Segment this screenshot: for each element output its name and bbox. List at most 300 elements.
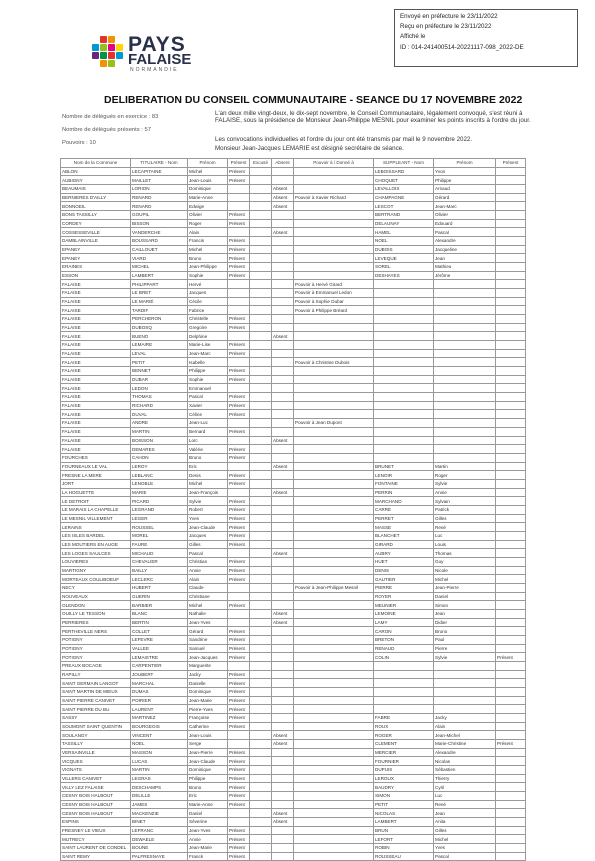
cell-excuse <box>250 401 272 410</box>
cell-absent <box>272 453 294 462</box>
cell-pouvoir <box>294 271 374 280</box>
cell-excuse <box>250 835 272 844</box>
cell-titulaire-nom: LEBLANC <box>131 471 188 480</box>
cell-suppleant-present <box>496 332 526 341</box>
pays-de-falaise-logo <box>92 34 212 74</box>
cell-pouvoir <box>294 757 374 766</box>
cell-suppleant-prenom <box>434 367 496 376</box>
cell-suppleant-present <box>496 384 526 393</box>
cell-titulaire-nom: TARDIF <box>131 306 188 315</box>
cell-titulaire-prenom: Jean-Claude <box>188 523 228 532</box>
cell-titulaire-prenom: Jean-Marie <box>188 696 228 705</box>
cell-absent <box>272 497 294 506</box>
cell-titulaire-nom: CHEVALIER <box>131 557 188 566</box>
cell-titulaire-prenom: Annie <box>188 835 228 844</box>
cell-titulaire-prenom: Loïc <box>188 436 228 445</box>
table-row <box>61 349 526 358</box>
cell-excuse <box>250 714 272 723</box>
cell-absent <box>272 627 294 636</box>
cell-absent <box>272 219 294 228</box>
cell-present: Présent <box>228 245 250 254</box>
cell-pouvoir <box>294 202 374 211</box>
table-row <box>61 523 526 532</box>
cell-present <box>228 549 250 558</box>
cell-titulaire-prenom: Gérard <box>188 627 228 636</box>
cell-absent <box>272 670 294 679</box>
cell-commune: LES ISLES BARDEL <box>61 531 131 540</box>
cell-titulaire-nom: PHILIPPART <box>131 280 188 289</box>
header-commune: Nom de la Commune <box>61 159 131 168</box>
logo-word-normandie: NORMANDIE <box>130 67 179 73</box>
cell-present <box>228 297 250 306</box>
cell-commune: MUTRECY <box>61 835 131 844</box>
cell-pouvoir <box>294 185 374 194</box>
cell-suppleant-nom: DUBOIS <box>374 245 434 254</box>
cell-suppleant-present <box>496 783 526 792</box>
cell-commune: MORTEAUX COULIBOEUF <box>61 575 131 584</box>
cell-pouvoir <box>294 410 374 419</box>
cell-suppleant-present <box>496 315 526 324</box>
table-row <box>61 306 526 315</box>
cell-commune: SAINT PIERRE CANIVET <box>61 696 131 705</box>
cell-absent: Absent <box>272 549 294 558</box>
cell-suppleant-prenom: Alexandre <box>434 237 496 246</box>
cell-titulaire-nom: LEROY <box>131 462 188 471</box>
cell-suppleant-prenom: Pascal <box>434 228 496 237</box>
cell-excuse <box>250 453 272 462</box>
cell-commune: FALAISE <box>61 323 131 332</box>
cell-commune: CESNY BOIS HALBOUT <box>61 809 131 818</box>
cell-suppleant-nom: CHOQUET <box>374 176 434 185</box>
cell-pouvoir <box>294 497 374 506</box>
cell-absent <box>272 687 294 696</box>
cell-suppleant-prenom: Mathieu <box>434 263 496 272</box>
cell-commune: BONNOEIL <box>61 202 131 211</box>
cell-titulaire-nom: FAURE <box>131 540 188 549</box>
cell-absent: Absent <box>272 202 294 211</box>
logo-word-pays: PAYS <box>128 33 186 56</box>
cell-titulaire-nom: HUBERT <box>131 583 188 592</box>
cell-suppleant-present <box>496 237 526 246</box>
cell-suppleant-nom: FOURNIER <box>374 757 434 766</box>
cell-absent: Absent <box>272 609 294 618</box>
cell-suppleant-present <box>496 202 526 211</box>
cell-excuse <box>250 670 272 679</box>
cell-suppleant-present <box>496 609 526 618</box>
stamp-line-affiche: Affiché le <box>400 33 426 41</box>
cell-titulaire-prenom: Marie-Anne <box>188 193 228 202</box>
cell-commune: OLENDON <box>61 601 131 610</box>
cell-suppleant-present <box>496 375 526 384</box>
cell-titulaire-prenom: Edwige <box>188 202 228 211</box>
table-row <box>61 575 526 584</box>
table-row <box>61 341 526 350</box>
cell-pouvoir <box>294 375 374 384</box>
cell-suppleant-present <box>496 575 526 584</box>
cell-excuse <box>250 254 272 263</box>
cell-suppleant-nom: AUBRY <box>374 549 434 558</box>
cell-suppleant-nom: MARCHAND <box>374 497 434 506</box>
cell-titulaire-nom: BLANC <box>131 609 188 618</box>
cell-suppleant-nom <box>374 297 434 306</box>
cell-commune: FRESNEY LE VIEUX <box>61 826 131 835</box>
cell-titulaire-prenom: Dominique <box>188 185 228 194</box>
cell-titulaire-nom: NOEL <box>131 740 188 749</box>
cell-present: Présent <box>228 393 250 402</box>
cell-titulaire-nom: DESCHAMPS <box>131 783 188 792</box>
cell-suppleant-nom <box>374 679 434 688</box>
cell-present: Présent <box>228 644 250 653</box>
cell-suppleant-present <box>496 800 526 809</box>
cell-present <box>228 583 250 592</box>
cell-suppleant-present <box>496 540 526 549</box>
cell-commune: LOUVIERES <box>61 557 131 566</box>
cell-present <box>228 740 250 749</box>
cell-present: Présent <box>228 679 250 688</box>
cell-pouvoir <box>294 341 374 350</box>
cell-commune: JORT <box>61 479 131 488</box>
cell-present <box>228 488 250 497</box>
cell-titulaire-nom: BOISSON <box>131 436 188 445</box>
cell-suppleant-present <box>496 488 526 497</box>
cell-suppleant-prenom <box>434 687 496 696</box>
cell-absent <box>272 471 294 480</box>
cell-present: Présent <box>228 167 250 176</box>
cell-commune: FOURCHES <box>61 453 131 462</box>
cell-commune: SASSY <box>61 714 131 723</box>
cell-present: Présent <box>228 575 250 584</box>
table-row <box>61 505 526 514</box>
cell-titulaire-nom: BERTIN <box>131 618 188 627</box>
cell-absent <box>272 393 294 402</box>
cell-excuse <box>250 748 272 757</box>
cell-excuse <box>250 540 272 549</box>
cell-suppleant-prenom: Simon <box>434 601 496 610</box>
cell-commune: FALAISE <box>61 349 131 358</box>
table-row <box>61 566 526 575</box>
cell-suppleant-nom: LEBOISSARD <box>374 167 434 176</box>
stamp-line-envoye: Envoyé en préfecture le 23/11/2022 <box>400 13 498 20</box>
cell-suppleant-prenom: René <box>434 800 496 809</box>
cell-present <box>228 332 250 341</box>
cell-suppleant-nom: CARRE <box>374 505 434 514</box>
cell-absent <box>272 583 294 592</box>
cell-titulaire-nom: LEFRANC <box>131 826 188 835</box>
cell-excuse <box>250 705 272 714</box>
cell-commune: LE DETROIT <box>61 497 131 506</box>
cell-excuse <box>250 367 272 376</box>
cell-present <box>228 289 250 298</box>
cell-pouvoir <box>294 323 374 332</box>
cell-commune: NECY <box>61 583 131 592</box>
cell-titulaire-nom: RICHARD <box>131 401 188 410</box>
cell-excuse <box>250 826 272 835</box>
cell-suppleant-prenom: Jean-Marc <box>434 202 496 211</box>
cell-suppleant-prenom: Philippe <box>434 176 496 185</box>
cell-suppleant-prenom <box>434 349 496 358</box>
cell-commune: MARTIGNY <box>61 566 131 575</box>
cell-excuse <box>250 852 272 861</box>
cell-absent: Absent <box>272 193 294 202</box>
cell-titulaire-prenom: Gilles <box>188 540 228 549</box>
cell-titulaire-prenom: Bruno <box>188 453 228 462</box>
cell-commune: FALAISE <box>61 289 131 298</box>
cell-present: Présent <box>228 800 250 809</box>
cell-titulaire-prenom: Xavier <box>188 401 228 410</box>
cell-suppleant-prenom: Luc <box>434 792 496 801</box>
cell-titulaire-nom: LAMBERT <box>131 271 188 280</box>
cell-suppleant-prenom: Louis <box>434 540 496 549</box>
cell-commune: ERAINES <box>61 263 131 272</box>
cell-suppleant-present <box>496 531 526 540</box>
cell-titulaire-nom: MARCHAL <box>131 679 188 688</box>
cell-absent <box>272 575 294 584</box>
cell-absent <box>272 245 294 254</box>
header-present: Présent <box>228 159 250 168</box>
cell-pouvoir: Pouvoir à Jean Dupont <box>294 419 374 428</box>
cell-titulaire-nom: CAHON <box>131 453 188 462</box>
cell-titulaire-prenom: Jean-Yves <box>188 618 228 627</box>
cell-suppleant-present <box>496 601 526 610</box>
cell-absent <box>272 696 294 705</box>
table-row <box>61 436 526 445</box>
cell-absent <box>272 661 294 670</box>
cell-excuse <box>250 809 272 818</box>
table-row <box>61 540 526 549</box>
cell-excuse <box>250 263 272 272</box>
cell-absent: Absent <box>272 618 294 627</box>
cell-present: Présent <box>228 670 250 679</box>
cell-suppleant-nom <box>374 289 434 298</box>
cell-suppleant-nom: PIERRE <box>374 583 434 592</box>
cell-present: Présent <box>228 696 250 705</box>
cell-titulaire-prenom: Hervé <box>188 280 228 289</box>
cell-suppleant-present <box>496 341 526 350</box>
cell-suppleant-nom: GIRARD <box>374 540 434 549</box>
cell-suppleant-nom <box>374 393 434 402</box>
cell-absent: Absent <box>272 809 294 818</box>
cell-titulaire-prenom: Valérie <box>188 445 228 454</box>
cell-suppleant-nom: ROBIN <box>374 844 434 853</box>
cell-present <box>228 462 250 471</box>
cell-suppleant-prenom: Roger <box>434 471 496 480</box>
cell-pouvoir: Pouvoir à Hervé Girard <box>294 280 374 289</box>
cell-suppleant-nom: NICOLAS <box>374 809 434 818</box>
cell-suppleant-nom <box>374 427 434 436</box>
cell-pouvoir <box>294 731 374 740</box>
cell-commune: FALAISE <box>61 315 131 324</box>
cell-excuse <box>250 531 272 540</box>
cell-suppleant-prenom: Michel <box>434 835 496 844</box>
cell-suppleant-present <box>496 462 526 471</box>
cell-suppleant-present <box>496 635 526 644</box>
table-row <box>61 514 526 523</box>
table-row <box>61 809 526 818</box>
cell-present <box>228 193 250 202</box>
cell-excuse <box>250 514 272 523</box>
cell-excuse <box>250 549 272 558</box>
cell-present <box>228 731 250 740</box>
cell-titulaire-nom: MICHEL <box>131 263 188 272</box>
cell-titulaire-prenom: Catherine <box>188 722 228 731</box>
cell-suppleant-nom: ROUSSEAU <box>374 852 434 861</box>
cell-titulaire-prenom: Pierre-Yves <box>188 705 228 714</box>
cell-excuse <box>250 687 272 696</box>
cell-titulaire-nom: DUMAS <box>131 687 188 696</box>
table-row <box>61 757 526 766</box>
cell-commune: FALAISE <box>61 401 131 410</box>
table-row <box>61 618 526 627</box>
cell-titulaire-prenom: Marguerite <box>188 661 228 670</box>
cell-suppleant-prenom <box>434 427 496 436</box>
cell-suppleant-nom: DESHAYES <box>374 271 434 280</box>
cell-titulaire-prenom: Bernard <box>188 427 228 436</box>
cell-excuse <box>250 349 272 358</box>
cell-suppleant-present <box>496 193 526 202</box>
cell-commune: FALAISE <box>61 341 131 350</box>
cell-suppleant-nom <box>374 280 434 289</box>
cell-pouvoir <box>294 818 374 827</box>
cell-titulaire-nom: DUBOSQ <box>131 323 188 332</box>
cell-suppleant-prenom <box>434 280 496 289</box>
cell-commune: BERNIERES D'AILLY <box>61 193 131 202</box>
cell-titulaire-prenom: Fabrice <box>188 306 228 315</box>
cell-suppleant-present <box>496 393 526 402</box>
cell-pouvoir <box>294 653 374 662</box>
cell-suppleant-prenom <box>434 323 496 332</box>
table-row <box>61 471 526 480</box>
cell-pouvoir <box>294 627 374 636</box>
cell-absent <box>272 176 294 185</box>
cell-commune: LA HOGUETTE <box>61 488 131 497</box>
cell-absent <box>272 297 294 306</box>
table-row <box>61 202 526 211</box>
cell-commune: FALAISE <box>61 445 131 454</box>
cell-absent <box>272 445 294 454</box>
cell-commune: FALAISE <box>61 419 131 428</box>
cell-suppleant-prenom <box>434 358 496 367</box>
cell-pouvoir <box>294 835 374 844</box>
header-suppleant-present: Présent <box>496 159 526 168</box>
cell-suppleant-prenom: René <box>434 523 496 532</box>
cell-suppleant-prenom: Anita <box>434 818 496 827</box>
cell-suppleant-present <box>496 844 526 853</box>
cell-present: Présent <box>228 367 250 376</box>
cell-commune: POTIGNY <box>61 644 131 653</box>
cell-suppleant-present <box>496 306 526 315</box>
cell-suppleant-nom <box>374 358 434 367</box>
cell-absent <box>272 792 294 801</box>
cell-suppleant-prenom <box>434 341 496 350</box>
cell-present: Présent <box>228 766 250 775</box>
cell-absent: Absent <box>272 185 294 194</box>
cell-suppleant-nom <box>374 705 434 714</box>
cell-suppleant-prenom: Bruno <box>434 627 496 636</box>
cell-excuse <box>250 462 272 471</box>
cell-commune: LES LOGES SAULCES <box>61 549 131 558</box>
cell-pouvoir <box>294 774 374 783</box>
cell-titulaire-nom: LE MARIÉ <box>131 297 188 306</box>
cell-suppleant-prenom: Jacqueline <box>434 245 496 254</box>
cell-titulaire-prenom: Jean-Pierre <box>188 748 228 757</box>
cell-absent <box>272 323 294 332</box>
cell-present: Présent <box>228 427 250 436</box>
cell-titulaire-nom: PALFRESNAYE <box>131 852 188 861</box>
cell-commune: LERAINS <box>61 523 131 532</box>
cell-present <box>228 609 250 618</box>
header-suppleant-prenom: Prénom <box>434 159 496 168</box>
cell-excuse <box>250 792 272 801</box>
table-row <box>61 237 526 246</box>
cell-commune: FALAISE <box>61 375 131 384</box>
cell-pouvoir <box>294 315 374 324</box>
cell-suppleant-present <box>496 280 526 289</box>
cell-titulaire-prenom: Jean-Marc <box>188 349 228 358</box>
cell-pouvoir <box>294 549 374 558</box>
cell-suppleant-nom: HUET <box>374 557 434 566</box>
cell-titulaire-nom: THOMAS <box>131 393 188 402</box>
cell-absent <box>272 826 294 835</box>
cell-excuse <box>250 592 272 601</box>
table-row <box>61 714 526 723</box>
info-exercice: Nombre de délégués en exercice : 83 <box>62 114 159 120</box>
cell-absent <box>272 774 294 783</box>
cell-pouvoir <box>294 332 374 341</box>
table-row <box>61 167 526 176</box>
cell-present <box>228 592 250 601</box>
cell-commune: TASSILLY <box>61 740 131 749</box>
cell-suppleant-prenom <box>434 661 496 670</box>
cell-titulaire-prenom: Michel <box>188 167 228 176</box>
cell-titulaire-prenom: Marie-Anne <box>188 800 228 809</box>
cell-present: Présent <box>228 774 250 783</box>
cell-suppleant-prenom: Luc <box>434 531 496 540</box>
cell-excuse <box>250 410 272 419</box>
cell-titulaire-nom: LUCAS <box>131 757 188 766</box>
cell-titulaire-nom: MARTIN <box>131 427 188 436</box>
cell-absent <box>272 844 294 853</box>
cell-titulaire-nom: POIRIER <box>131 696 188 705</box>
cell-titulaire-nom: VIARD <box>131 254 188 263</box>
cell-suppleant-present <box>496 696 526 705</box>
cell-excuse <box>250 505 272 514</box>
cell-present: Présent <box>228 748 250 757</box>
cell-suppleant-prenom <box>434 306 496 315</box>
table-row <box>61 531 526 540</box>
cell-suppleant-present <box>496 228 526 237</box>
cell-absent <box>272 852 294 861</box>
cell-pouvoir <box>294 740 374 749</box>
cell-present: Présent <box>228 705 250 714</box>
cell-pouvoir <box>294 245 374 254</box>
table-row <box>61 488 526 497</box>
cell-suppleant-nom <box>374 453 434 462</box>
table-row <box>61 766 526 775</box>
cell-excuse <box>250 237 272 246</box>
cell-suppleant-nom <box>374 445 434 454</box>
cell-commune: CESNY BOIS HALBOUT <box>61 792 131 801</box>
cell-titulaire-prenom: Serge <box>188 740 228 749</box>
cell-absent: Absent <box>272 436 294 445</box>
cell-titulaire-nom: ANDRE <box>131 419 188 428</box>
cell-titulaire-prenom: Christelle <box>188 315 228 324</box>
cell-titulaire-prenom: Jacques <box>188 289 228 298</box>
table-row <box>61 280 526 289</box>
cell-titulaire-prenom: Daniel <box>188 809 228 818</box>
cell-pouvoir <box>294 436 374 445</box>
table-row <box>61 653 526 662</box>
cell-commune: CESNY BOIS HALBOUT <box>61 800 131 809</box>
